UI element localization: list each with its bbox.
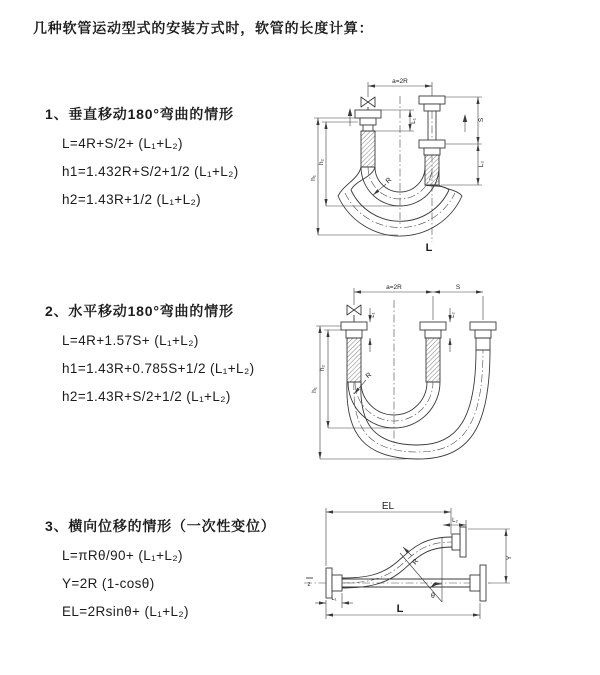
hose-assembly — [306, 527, 486, 601]
dim-label-l1: L₁ — [370, 312, 376, 318]
dim-label-s: S — [455, 284, 461, 291]
radius-label-r: R — [364, 371, 374, 381]
dim-label-y: Y — [506, 555, 513, 561]
datum-mark-label: z — [307, 582, 311, 588]
displaced-end-flange — [452, 527, 466, 557]
dim-label-h2: h₂ — [319, 364, 326, 372]
valve-icon — [361, 97, 375, 110]
dim-label-a-2r: a=2R — [386, 284, 402, 291]
left-flange — [355, 110, 381, 131]
s-curve-hose — [342, 537, 452, 588]
section-2-formula-h1: h1=1.43R+0.785S+1/2 (L₁+L₂) — [62, 361, 255, 376]
dim-label-l1: L₁ — [410, 118, 417, 124]
valve-icon — [347, 305, 361, 322]
radius-label-r: R — [384, 176, 394, 186]
diagram-lateral-displacement — [296, 498, 600, 653]
right-flange — [470, 565, 486, 601]
length-label-l: L — [425, 242, 433, 254]
dim-label-l2: L₂ — [478, 160, 485, 168]
diagram-vertical-180-bend — [306, 64, 600, 264]
dim-label-h1: h₁ — [310, 175, 317, 181]
section-3-formula-y: Y=2R (1-cosθ) — [62, 576, 155, 591]
angle-label-theta: θ — [431, 593, 435, 600]
page-title: 几种软管运动型式的安装方式时，软管的长度计算： — [33, 20, 374, 36]
dimensions — [314, 82, 482, 235]
braided-hose-sections — [347, 338, 440, 382]
dim-label-h2: h₂ — [318, 158, 325, 166]
dim-label-l1: L₁ — [331, 596, 337, 602]
hose-u-bend-curves — [347, 350, 490, 459]
dim-label-l2: L₂ — [450, 312, 456, 318]
section-2-heading: 2、水平移动180°弯曲的情形 — [45, 303, 234, 319]
left-flange — [326, 568, 342, 598]
dim-label-a-2r: a=2R — [392, 78, 408, 85]
section-2-formula-l: L=4R+1.57S+ (L₁+L₂) — [62, 333, 199, 348]
radius-label-r: R — [411, 557, 421, 567]
section-3-formula-el: EL=2Rsinθ+ (L₁+L₂) — [62, 604, 189, 619]
section-1-formula-l: L=4R+S/2+ (L₁+L₂) — [62, 136, 183, 151]
section-3-formula-l: L=πRθ/90+ (L₁+L₂) — [62, 548, 183, 563]
section-1-heading: 1、垂直移动180°弯曲的情形 — [45, 106, 234, 122]
dimensions — [316, 288, 483, 459]
section-2-formula-h2: h2=1.43R+S/2+1/2 (L₁+L₂) — [62, 389, 231, 404]
section-1-formula-h1: h1=1.432R+S/2+1/2 (L₁+L₂) — [62, 164, 239, 179]
dim-label-h1: h₁ — [311, 387, 318, 393]
left-flange — [341, 322, 367, 338]
middle-flange — [420, 322, 446, 338]
section-3-heading: 3、横向位移的情形（一次性变位） — [45, 518, 276, 534]
diagram-horizontal-180-bend — [306, 276, 600, 471]
dim-label-el: EL — [381, 501, 395, 512]
length-label-l: L — [396, 603, 404, 615]
section-1-formula-h2: h2=1.43R+1/2 (L₁+L₂) — [62, 192, 202, 207]
dim-label-s: S — [478, 117, 485, 123]
dim-label-l2: L₂ — [452, 518, 458, 524]
right-flange — [470, 322, 496, 350]
